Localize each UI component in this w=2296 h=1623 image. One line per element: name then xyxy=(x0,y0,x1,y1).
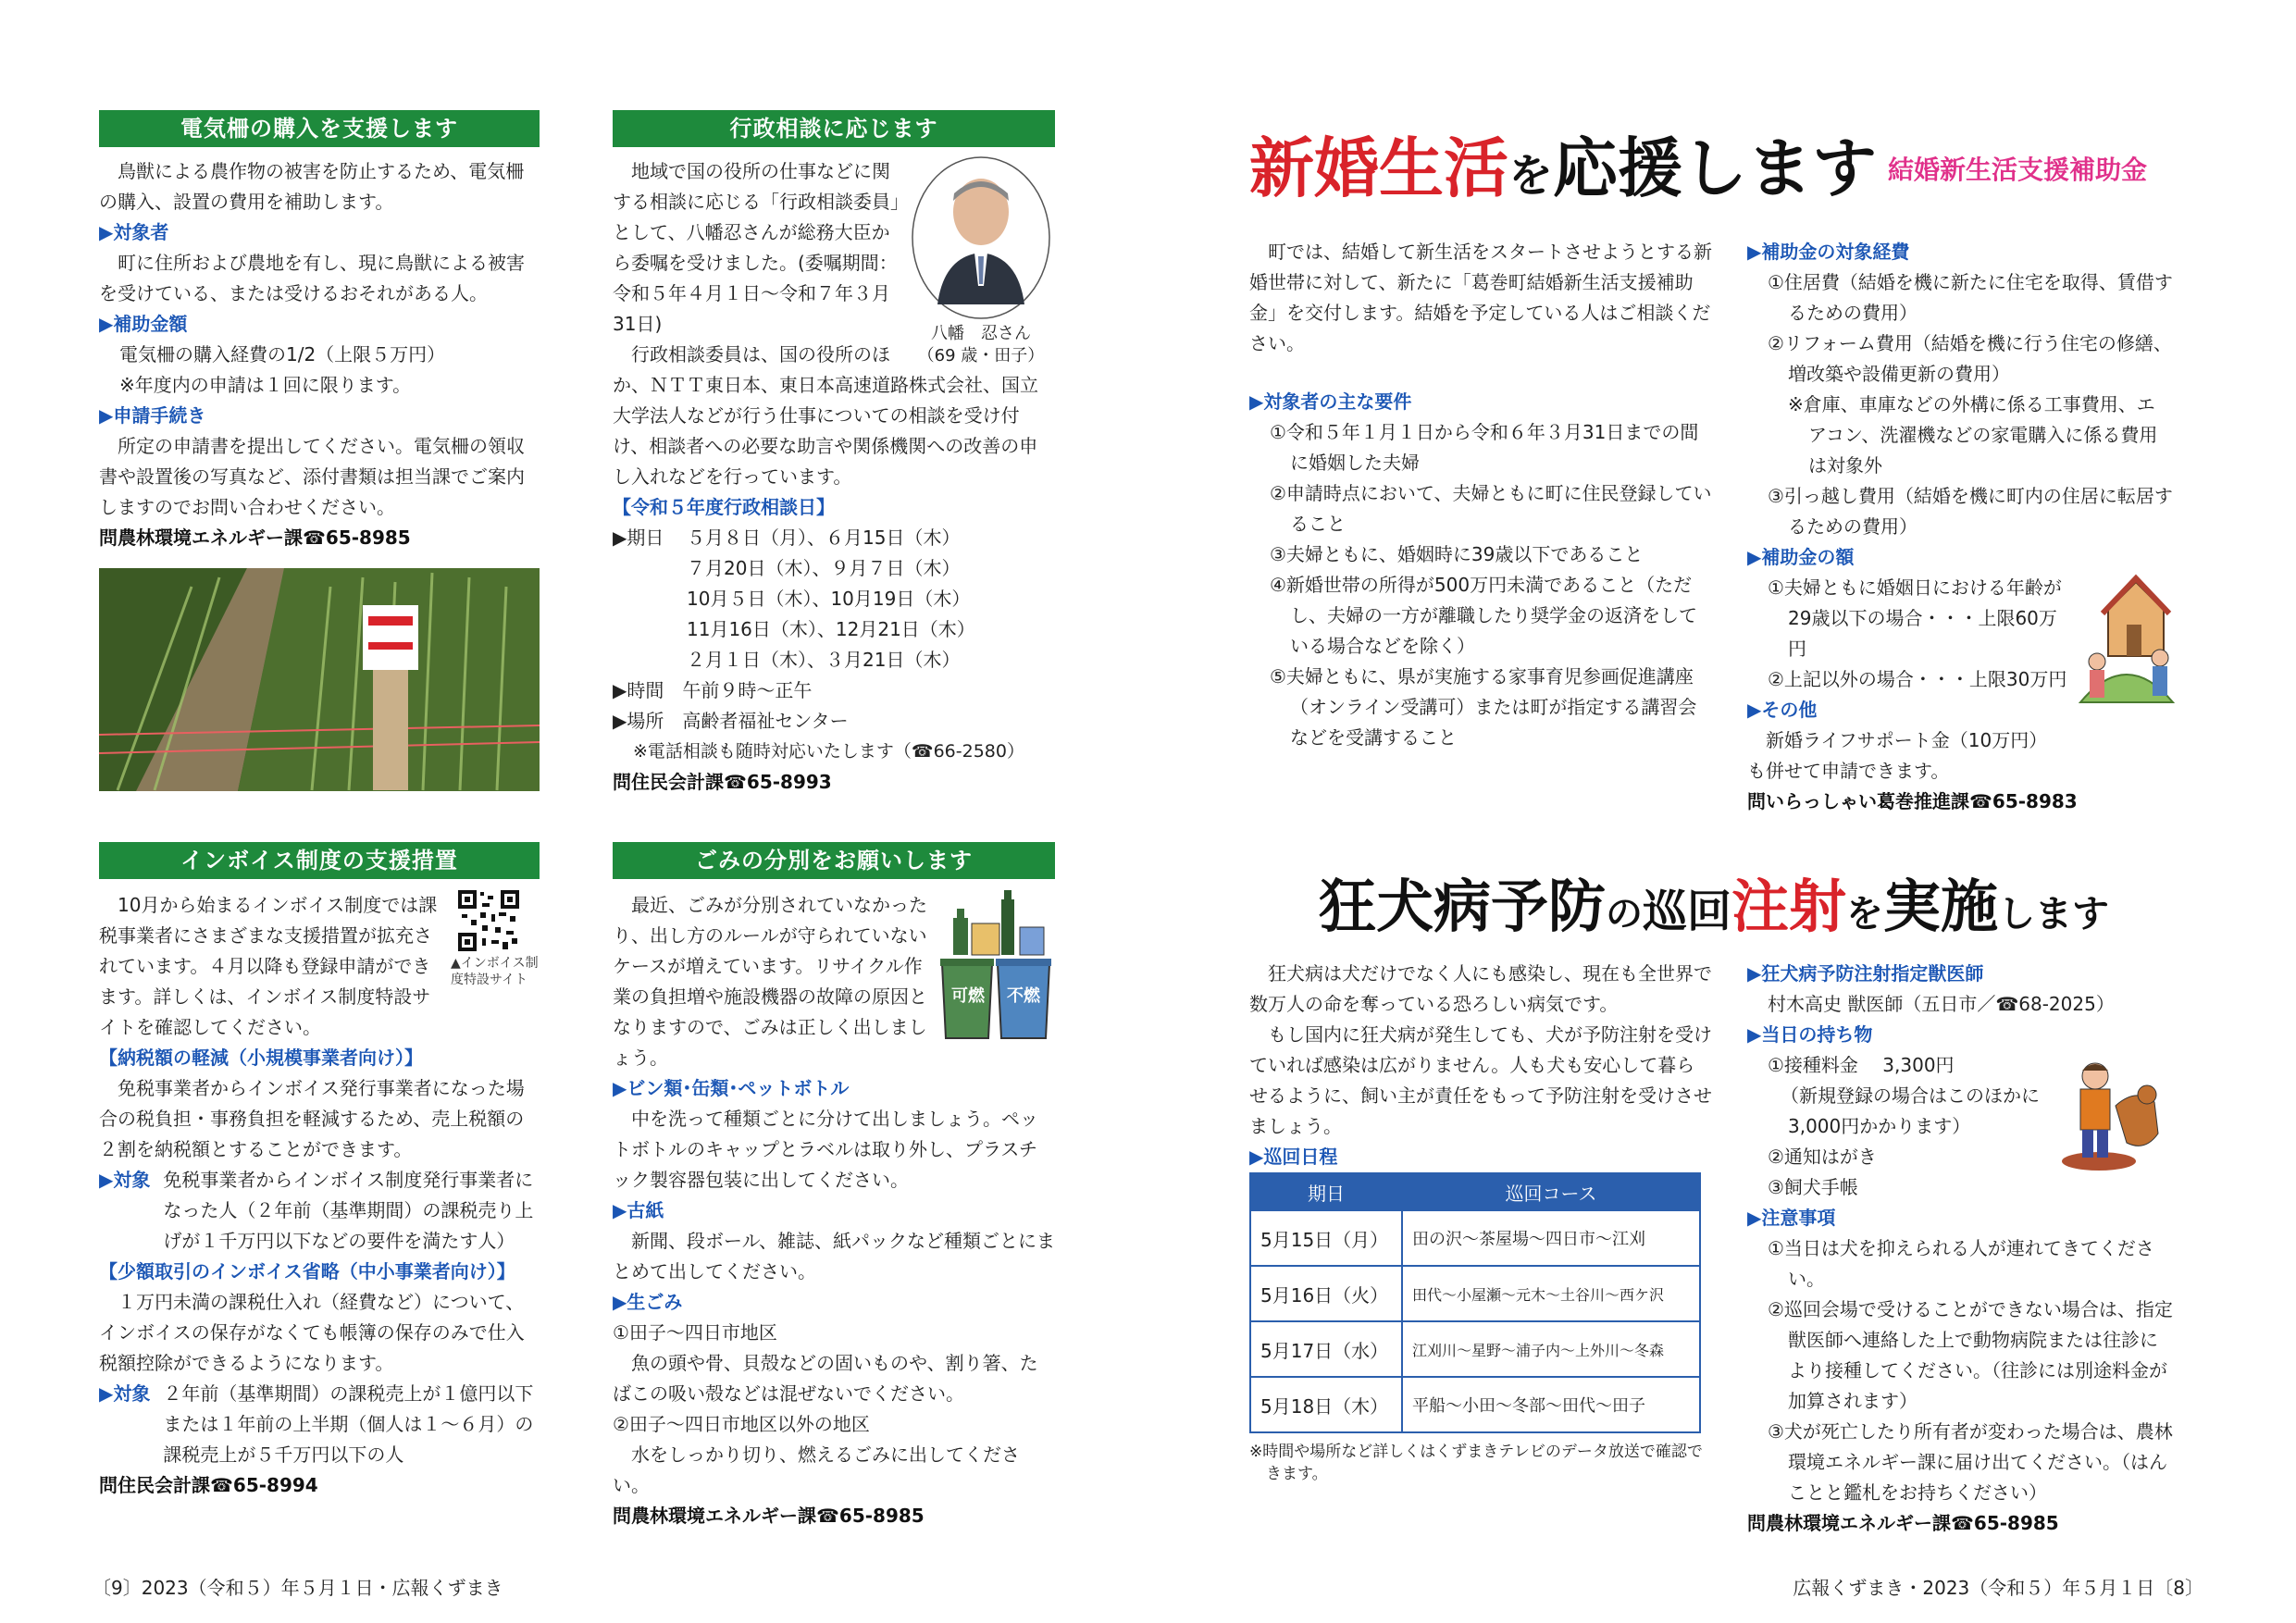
row-course: 平船～小田～冬部～田代～田子 xyxy=(1402,1377,1700,1432)
row-course: 田の沢～茶屋場～四日市～江刈 xyxy=(1402,1210,1700,1266)
shinkon-other-heading: ▶ その他 xyxy=(1747,695,2173,725)
electric-procedure-heading: ▶ 申請手続き xyxy=(99,401,540,431)
shinkon-title-a: 新婚生活 xyxy=(1249,130,1508,206)
table-row xyxy=(1250,1321,1700,1377)
invoice-p2: １万円未満の課税仕入れ（経費など）について、インボイスの保存がなくても帳簿の保存のみで仕入税額控除ができるようになります。 xyxy=(99,1291,525,1374)
schedule-table xyxy=(1249,1172,1701,1433)
gomi-section xyxy=(613,842,1055,1531)
cornfield-photo xyxy=(99,568,540,791)
shinkon-req: ③夫婦ともに、婚姻時に39歳以下であること xyxy=(1270,543,1644,565)
shinkon-title xyxy=(1249,117,1877,210)
row-date: 5月18日（木） xyxy=(1250,1377,1402,1432)
gomi-h3: ▶ 生ごみ xyxy=(613,1287,1055,1318)
day-row: 11月16日（木）、12月21日（木） xyxy=(687,618,975,640)
invoice-p1: 免税事業者からインボイス発行事業者になった場合の税負担・事務負担を軽減するため、売上税額の２割を納税額とすることができます。 xyxy=(99,1077,525,1160)
footer-left: 〔9〕2023（令和５）年５月１日・広報くずまき xyxy=(93,1577,503,1599)
kyoken-care: ③犬が死亡したり所有者が変わった場合は、農林環境エネルギー課に届け出てください。（はんことと鑑札をお持ちください） xyxy=(1768,1420,2173,1504)
qr-caption: ▲インボイス制度特設サイト xyxy=(451,956,539,987)
kyoken-bring-3: ③飼犬手帳 xyxy=(1768,1176,1858,1198)
kyoken-left xyxy=(1249,959,1712,1485)
kyoken-contact: 問農林環境エネルギー課☎65-8985 xyxy=(1747,1512,2059,1534)
shinkon-amt-2: ②上記以外の場合・・・上限30万円 xyxy=(1768,668,2067,690)
kyoken-note: ※時間や場所など詳しくはくずまきテレビのデータ放送で確認できます。 xyxy=(1249,1443,1703,1483)
electric-procedure: 所定の申請書を提出してください。電気柵の領収書や設置後の写真など、添付書類は担当課でご案内しますのでお問い合わせください。 xyxy=(99,435,525,518)
kyoken-care-heading: ▶ 注意事項 xyxy=(1747,1203,2173,1233)
kyoken-title: 狂犬病予防の巡回注射を実施します xyxy=(1319,873,2110,940)
electric-intro: 鳥獣による農作物の被害を防止するため、電気柵の購入、設置の費用を補助します。 xyxy=(99,160,525,213)
shinkon-req: ①令和５年１月１日から令和６年３月31日までの間に婚姻した夫婦 xyxy=(1270,421,1699,474)
th-course: 巡回コース xyxy=(1402,1173,1700,1210)
gomi-contact: 問農林環境エネルギー課☎65-8985 xyxy=(613,1505,925,1527)
invoice-intro: 10月から始まるインボイス制度では課税事業者にさまざまな支援措置が拡充されています。４月以降も登録申請ができます。詳しくは、インボイス制度特設サイトを確認してください。 xyxy=(99,894,438,1038)
kyoken-sched-heading: ▶ 巡回日程 xyxy=(1249,1142,1712,1172)
electric-fence-section xyxy=(99,110,540,553)
electric-amount-2: ※年度内の申請は１回に限ります。 xyxy=(119,374,412,396)
electric-target: 町に住所および農地を有し、現に鳥獣による被害を受けている、または受けるおそれがある人。 xyxy=(99,252,525,304)
electric-contact: 問農林環境エネルギー課☎65-8985 xyxy=(99,527,411,549)
gomi-area-2-text: 水をしっかり切り、燃えるごみに出してください。 xyxy=(613,1443,1020,1496)
invoice-qr-block xyxy=(451,890,540,988)
row-date: 5月16日（火） xyxy=(1250,1266,1402,1321)
shinkon-right xyxy=(1747,237,2173,817)
kyoken-bring-1-note: （新規登録の場合はこのほかに3,000円かかります） xyxy=(1781,1084,2040,1137)
invoice-contact: 問住民会計課☎65-8994 xyxy=(99,1474,318,1496)
th-date: 期日 xyxy=(1250,1173,1402,1210)
table-row xyxy=(1250,1266,1700,1321)
portrait-caption-age: （69 歳・田子） xyxy=(917,346,1045,365)
shinkon-title-b: を xyxy=(1508,150,1554,202)
day-row: ５月８日（月）、６月15日（木） xyxy=(687,527,961,549)
invoice-section xyxy=(99,842,540,1501)
kyoken-vet: 村木高史 獣医師（五日市／☎68-2025） xyxy=(1768,993,2115,1015)
gomi-h1: ▶ ビン類･缶類･ペットボトル xyxy=(613,1073,1055,1104)
gyosei-time: ▶時間 午前９時～正午 xyxy=(613,679,813,701)
gomi-p2: 新聞、段ボール、雑誌、紙パックなど種類ごとにまとめて出してください。 xyxy=(613,1230,1055,1282)
kyoken-bring-1: ①接種料金 3,300円 xyxy=(1768,1054,1955,1076)
kyoken-p1: 狂犬病は犬だけでなく人にも感染し、現在も全世界で数万人の命を奪っている恐ろしい病気です。 xyxy=(1249,962,1712,1015)
portrait-block xyxy=(907,156,1055,367)
gyosei-section xyxy=(613,110,1055,798)
kyoken-p2: もし国内に狂犬病が発生しても、犬が予防注射を受けていれば感染は広がりません。人も犬も安心して暮らせるように、飼い主が責任をもって予防注射を受けさせましょう。 xyxy=(1249,1023,1712,1137)
shinkon-req: ②申請時点において、夫婦ともに町に住民登録していること xyxy=(1270,482,1712,535)
kyoken-right xyxy=(1747,959,2173,1539)
shinkon-exp: ②リフォーム費用（結婚を機に行う住宅の修繕、増改築や設備更新の費用） xyxy=(1768,332,2172,385)
qr-code-icon[interactable] xyxy=(458,890,519,951)
gyosei-p2: 行政相談委員は、国の役所のほか、ＮＴＴ東日本、東日本高速道路株式会社、国立大学法人などが行う仕事についての相談を受け付け、相談者への必要な助言や関係機関への改善の申し入れなどを行っています。 xyxy=(613,343,1038,488)
gyosei-place: ▶場所 高齢者福祉センター xyxy=(613,710,849,732)
row-course: 田代～小屋瀬～元木～土谷川～西ケ沢 xyxy=(1402,1266,1700,1321)
gyosei-phone-note: ※電話相談も随時対応いたします（☎66-2580） xyxy=(633,741,1024,762)
shinkon-subtitle: 結婚新生活支援補助金 xyxy=(1888,155,2148,185)
shinkon-amt-1: ①夫婦ともに婚姻日における年齢が29歳以下の場合・・・上限60万円 xyxy=(1768,576,2062,660)
shinkon-title-c: 応援します xyxy=(1553,130,1878,206)
day-row: ２月１日（木）、３月21日（木） xyxy=(687,649,961,671)
house-couple-illustration xyxy=(2071,573,2182,712)
gyosei-days-heading: 【令和５年度行政相談日】 xyxy=(613,496,835,518)
row-date: 5月17日（水） xyxy=(1250,1321,1402,1377)
invoice-target-1: ▶対象 免税事業者からインボイス制度発行事業者になった人（２年前（基準期間）の課税売り上げが１千万円以下などの要件を満たす人） xyxy=(99,1169,534,1252)
kyoken-care: ②巡回会場で受けることができない場合は、指定獣医師へ連絡した上で動物病院または往診により接種してください。（往診には別途料金が加算されます） xyxy=(1768,1298,2173,1412)
gomi-area-2: ②田子～四日市地区以外の地区 xyxy=(613,1413,870,1435)
portrait-caption-name: 八幡 忍さん xyxy=(931,324,1031,343)
shinkon-amt-heading: ▶ 補助金の額 xyxy=(1747,542,2173,573)
gomi-heading: ごみの分別をお願いします xyxy=(613,842,1055,879)
gyosei-days: ▶期日 ５月８日（月）、６月15日（木） ７月20日（木）、９月７日（木） 10月５日（木）、10月19日（木） 11月16日（木）、12月21日（木） ２月１日（木）、３月21日（木） xyxy=(613,523,1055,675)
table-header xyxy=(1250,1173,1700,1210)
invoice-heading: インボイス制度の支援措置 xyxy=(99,842,540,879)
shinkon-intro: 町では、結婚して新生活をスタートさせようとする新婚世帯に対して、新たに「葛巻町結婚新生活支援補助金」を交付します。結婚を予定している人はご相談ください。 xyxy=(1249,241,1712,354)
bin-label-burnable: 可燃 xyxy=(951,986,985,1006)
kyoken-bring-heading: ▶ 当日の持ち物 xyxy=(1747,1020,2173,1050)
gyosei-p1: 地域で国の役所の仕事などに関する相談に応じる「行政相談委員」として、八幡忍さんが総務大臣から委嘱を受けました。(委嘱期間：令和５年４月１日～令和７年３月31日) xyxy=(613,160,900,335)
footer-right: 広報くずまき・2023（令和５）年５月１日〔8〕 xyxy=(1793,1577,2203,1599)
gomi-h2: ▶ 古紙 xyxy=(613,1196,1055,1226)
kyoken-care: ①当日は犬を抑えられる人が連れてきてください。 xyxy=(1768,1237,2154,1290)
shinkon-exp: ①住居費（結婚を機に新たに住宅を取得、賃借するための費用） xyxy=(1768,271,2173,324)
man-with-dog-illustration xyxy=(2043,1050,2173,1180)
portrait-photo xyxy=(912,156,1050,319)
day-row: ７月20日（木）、９月７日（木） xyxy=(687,557,961,579)
gomi-area-1: ①田子～四日市地区 xyxy=(613,1321,777,1344)
row-date: 5月15日（月） xyxy=(1250,1210,1402,1266)
kyoken-bring-2: ②通知はがき xyxy=(1768,1146,1877,1168)
kyoken-vet-heading: ▶ 狂犬病予防注射指定獣医師 xyxy=(1747,959,2173,989)
shinkon-req: ④新婚世帯の所得が500万円未満であること（ただし、夫婦の一方が離職したり奨学金の返済をしている場合などを除く） xyxy=(1270,574,1697,657)
electric-amount-heading: ▶ 補助金額 xyxy=(99,309,540,340)
row-course: 江刈川～星野～浦子内～上外川～冬森 xyxy=(1402,1321,1700,1377)
table-row xyxy=(1250,1210,1700,1266)
gyosei-heading: 行政相談に応じます xyxy=(613,110,1055,147)
day-row: 10月５日（木）、10月19日（木） xyxy=(687,588,971,610)
electric-fence-heading: 電気柵の購入を支援します xyxy=(99,110,540,147)
gomi-p1: 中を洗って種類ごとに分けて出しましょう。ペットボトルのキャップとラベルは取り外し、プラスチック製容器包装に出してください。 xyxy=(613,1108,1038,1191)
garbage-bins-illustration xyxy=(937,890,1055,1057)
shinkon-left xyxy=(1249,237,1712,753)
invoice-h1: 【納税額の軽減（小規模事業者向け）】 xyxy=(99,1047,423,1069)
invoice-h2: 【少額取引のインボイス省略（中小事業者向け）】 xyxy=(99,1260,515,1282)
electric-target-heading: ▶ 対象者 xyxy=(99,217,540,248)
shinkon-contact: 問いらっしゃい葛巻推進課☎65-8983 xyxy=(1747,790,2078,812)
gyosei-contact: 問住民会計課☎65-8993 xyxy=(613,771,832,793)
invoice-target-2: ▶対象 ２年前（基準期間）の課税売上が１億円以下または１年前の上半期（個人は１～６月）の課税売上が５千万円以下の人 xyxy=(99,1382,534,1466)
shinkon-req-heading: ▶ 対象者の主な要件 xyxy=(1249,387,1712,417)
shinkon-exp-heading: ▶ 補助金の対象経費 xyxy=(1747,237,2173,267)
shinkon-req: ⑤夫婦ともに、県が実施する家事育児参画促進講座（オンライン受講可）または町が指定する講習会などを受講すること xyxy=(1270,665,1697,749)
shinkon-other: 新婚ライフサポート金（10万円）も併せて申請できます。 xyxy=(1747,729,2048,782)
bin-label-nonburnable: 不燃 xyxy=(1007,986,1040,1006)
gomi-area-1-text: 魚の頭や骨、貝殻などの固いものや、割り箸、たばこの吸い殻などは混ぜないでください。 xyxy=(613,1352,1038,1405)
shinkon-exp-note: ※倉庫、車庫などの外構に係る工事費用、エアコン、洗濯機などの家電購入に係る費用は対象外 xyxy=(1788,393,2158,477)
shinkon-exp: ③引っ越し費用（結婚を機に町内の住居に転居するための費用） xyxy=(1768,485,2173,538)
electric-amount-1: 電気柵の購入経費の1/2（上限５万円） xyxy=(119,343,446,365)
gomi-intro: 最近、ごみが分別されていなかったり、出し方のルールが守られていないケースが増えています。リサイクル作業の負担増や施設機器の故障の原因となりますので、ごみは正しく出しましょう。 xyxy=(613,894,927,1069)
table-row xyxy=(1250,1377,1700,1432)
